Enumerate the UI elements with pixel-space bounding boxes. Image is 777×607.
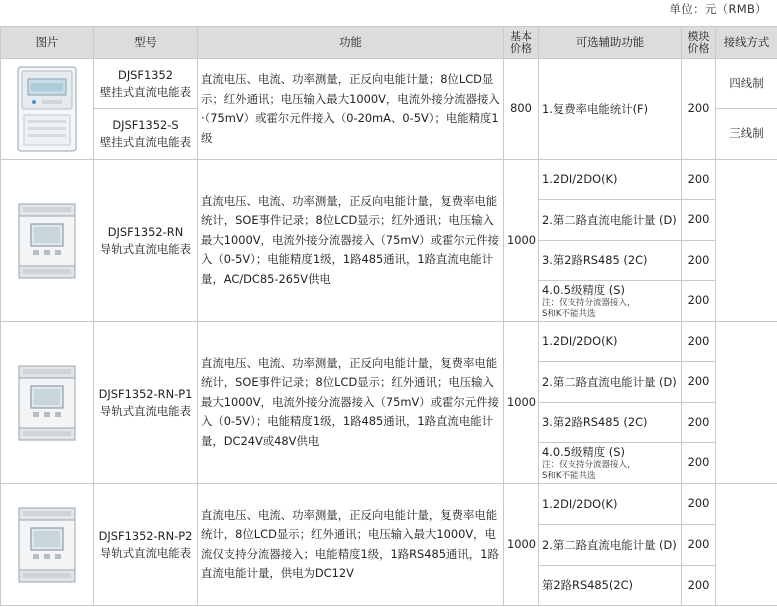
rail-meter-icon — [11, 504, 83, 586]
option-cell: 2.第二路直流电能计量 (D) — [539, 362, 682, 403]
base-price-cell: 800 — [504, 59, 539, 160]
wiring-cell — [716, 484, 777, 606]
wiring-cell: 四线制 — [716, 59, 777, 109]
header-base-price: 基本 价格 — [504, 27, 539, 59]
module-price-cell: 200 — [682, 566, 716, 606]
option-cell: 3.第2路RS485 (2C) — [539, 241, 682, 281]
module-price-cell: 200 — [682, 322, 716, 362]
module-price-cell: 200 — [682, 281, 716, 322]
table-row — [1, 322, 777, 362]
header-options: 可选辅助功能 — [539, 27, 682, 59]
module-price-cell: 200 — [682, 200, 716, 241]
function-cell: 直流电压、电流、功率测量，正反向电能计量，复费率电能统计，SOE事件记录；8位LCD显示；红外通讯；电压输入最大1000V，电流外接分流器接入（75mV）或霍尔元件接入（0-5V）；电能精度1级，1路485通讯，1路直流电能计量，AC/DC85-265V供电 — [198, 160, 504, 322]
unit-label: 单位：元（RMB） — [669, 2, 767, 16]
option-cell: 1.复费率电能统计(F) — [539, 59, 682, 160]
module-price-cell: 200 — [682, 525, 716, 566]
option-cell: 2.第二路直流电能计量 (D) — [539, 200, 682, 241]
wall-meter-icon — [12, 65, 82, 153]
base-price-cell: 1000 — [504, 160, 539, 322]
module-price-cell: 200 — [682, 160, 716, 200]
module-price-cell: 200 — [682, 443, 716, 484]
model-cell: DJSF1352-RN 导轨式直流电能表 — [94, 160, 198, 322]
model-cell: DJSF1352-RN-P1 导轨式直流电能表 — [94, 322, 198, 484]
header-module-price: 模块 价格 — [682, 27, 716, 59]
base-price-cell: 1000 — [504, 484, 539, 606]
rail-meter-image — [1, 484, 94, 606]
module-price-cell: 200 — [682, 484, 716, 525]
module-price-cell: 200 — [682, 241, 716, 281]
table-row — [1, 59, 777, 109]
rail-meter-image — [1, 160, 94, 322]
header-row — [1, 27, 777, 59]
option-cell: 1.2DI/2DO(K) — [539, 160, 682, 200]
model-cell: DJSF1352 壁挂式直流电能表 — [94, 59, 198, 109]
option-cell: 第2路RS485(2C) — [539, 566, 682, 606]
table-row — [1, 160, 777, 200]
module-price-cell: 200 — [682, 362, 716, 403]
option-cell: 3.第2路RS485 (2C) — [539, 403, 682, 443]
module-price-cell: 200 — [682, 403, 716, 443]
header-model: 型号 — [94, 27, 198, 59]
wiring-cell — [716, 322, 777, 484]
module-price-cell: 200 — [682, 59, 716, 160]
model-cell: DJSF1352-RN-P2 导轨式直流电能表 — [94, 484, 198, 606]
option-cell: 4.0.5级精度 (S) 注：仅支持分流器接入， S和K不能共选 — [539, 281, 682, 322]
table-row — [1, 484, 777, 525]
rail-meter-image — [1, 322, 94, 484]
function-cell: 直流电压、电流、功率测量，正反向电能计量，复费率电能统计，SOE事件记录；8位LCD显示；红外通讯；电压输入最大1000V，电流外接分流器接入（75mV）或霍尔元件接入（0-5V）；电能精度1级，1路485通讯，1路直流电能计量，DC24V或48V供电 — [198, 322, 504, 484]
option-cell: 1.2DI/2DO(K) — [539, 322, 682, 362]
option-cell: 1.2DI/2DO(K) — [539, 484, 682, 525]
wall-meter-image — [1, 59, 94, 160]
function-cell: 直流电压、电流、功率测量，正反向电能计量，复费率电能统计，8位LCD显示；红外通讯；电压输入最大1000V，电流仅支持分流器接入；电能精度1级，1路RS485通讯，1路直流电能计量，供电为DC12V — [198, 484, 504, 606]
price-table — [0, 26, 777, 606]
wiring-cell — [716, 160, 777, 322]
base-price-cell: 1000 — [504, 322, 539, 484]
option-cell: 2.第二路直流电能计量 (D) — [539, 525, 682, 566]
header-image: 图片 — [1, 27, 94, 59]
model-cell: DJSF1352-S 壁挂式直流电能表 — [94, 109, 198, 160]
rail-meter-icon — [11, 200, 83, 282]
wiring-cell: 三线制 — [716, 109, 777, 160]
option-cell: 4.0.5级精度 (S) 注：仅支持分流器接入， S和K不能共选 — [539, 443, 682, 484]
function-cell: 直流电压、电流、功率测量，正反向电能计量；8位LCD显示；红外通讯；电压输入最大1000V，电流外接分流器接入·（75mV）或霍尔元件接入（0-20mA、0-5V）；电能精度1级 — [198, 59, 504, 160]
header-function: 功能 — [198, 27, 504, 59]
header-wiring: 接线方式 — [716, 27, 777, 59]
rail-meter-icon — [11, 362, 83, 444]
